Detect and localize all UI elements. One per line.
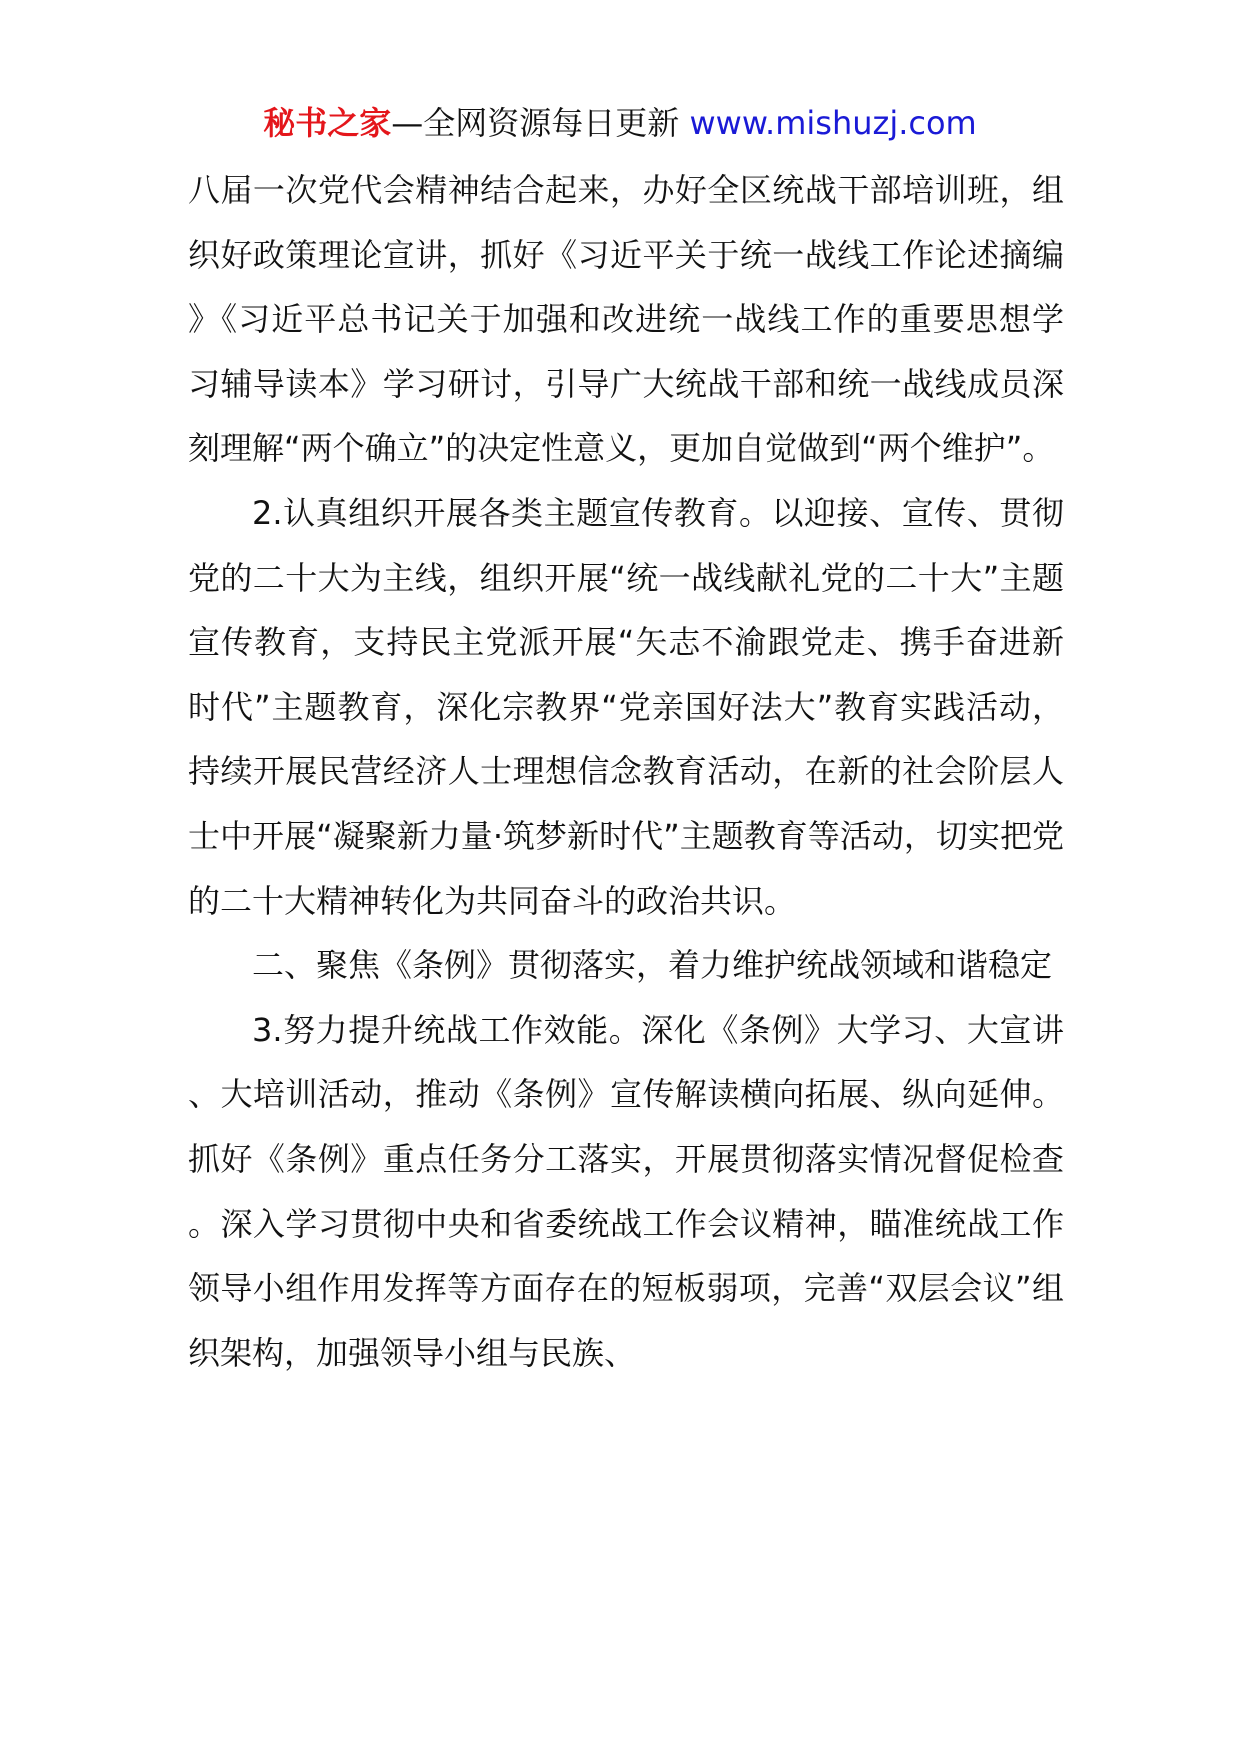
paragraph-item-2: 2.认真组织开展各类主题宣传教育。以迎接、宣传、贯彻党的二十大为主线，组织开展“统一战线献礼党的二十大”主题宣传教育，支持民主党派开展“矢志不渝跟党走、携手奋进新时代”主题教育，深化宗教界“党亲国好法大”教育实践活动，持续开展民营经济人士理想信念教育活动，在新的社会阶层人士中开展“凝聚新力量·筑梦新时代”主题教育等活动，切实把党的二十大精神转化为共同奋斗的政治共识。 — [188, 493, 1064, 920]
page-header — [0, 100, 1240, 146]
section-heading-2: 二、聚焦《条例》贯彻落实，着力维护统战领域和谐稳定 — [252, 946, 1053, 985]
website-link[interactable]: www.mishuzj.com — [689, 104, 977, 142]
document-body — [188, 158, 1064, 1385]
paragraph-item-3: 3.努力提升统战工作效能。深化《条例》大学习、大宣讲、大培训活动，推动《条例》宣传解读横向拓展、纵向延伸。抓好《条例》重点任务分工落实，开展贯彻落实情况督促检查。深入学习贯彻中央和省委统战工作会议精神，瞄准统战工作领导小组作用发挥等方面存在的短板弱项，完善“双层会议”组织架构，加强领导小组与民族、 — [188, 1010, 1064, 1372]
brand-name: 秘书之家 — [263, 104, 392, 142]
header-tagline: —全网资源每日更新 — [391, 104, 680, 142]
paragraph-continuation: 八届一次党代会精神结合起来，办好全区统战干部培训班，组织好政策理论宣讲，抓好《习近平关于统一战线工作论述摘编》《习近平总书记关于加强和改进统一战线工作的重要思想学习辅导读本》学习研讨，引导广大统战干部和统一战线成员深刻理解“两个确立”的决定性意义，更加自觉做到“两个维护”。 — [188, 171, 1064, 468]
